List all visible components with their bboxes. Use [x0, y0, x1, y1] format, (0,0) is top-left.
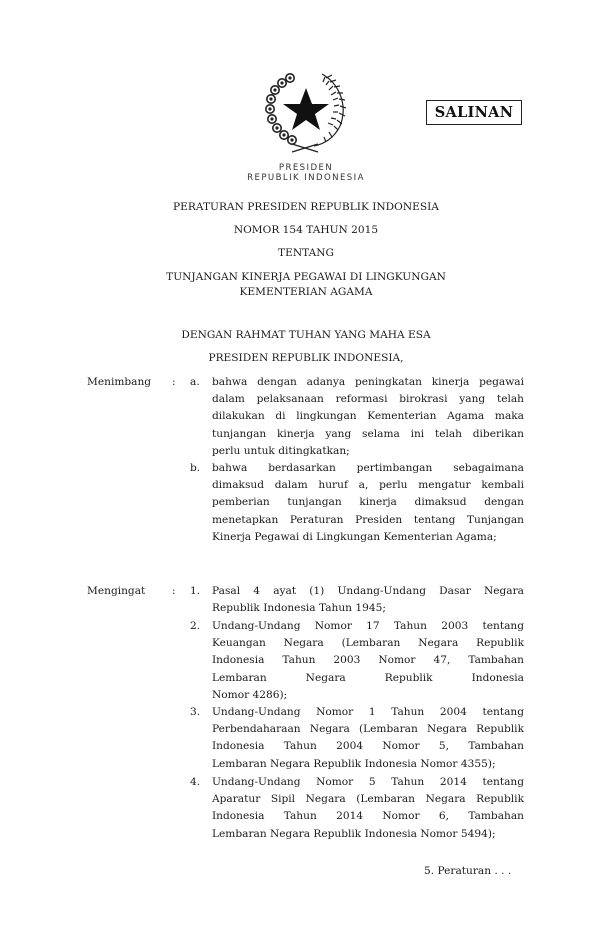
mengingat-item-marker: 2. — [190, 620, 201, 632]
regulation-type: PERATURAN PRESIDEN REPUBLIK INDONESIA — [173, 201, 439, 213]
text-line: tunjangan kinerja yang selama ini telah diberikan — [212, 427, 524, 440]
text-line: Indonesia Tahun 2014 Nomor 6, Tambahan — [212, 810, 524, 823]
text-line: Keuangan Negara (Lembaran Negara Republik — [212, 637, 524, 650]
text-line: bahwa berdasarkan pertimbangan sebagaimana — [212, 462, 524, 474]
president-label: PRESIDEN — [278, 163, 334, 173]
text-line: Lembaran Negara Republik Indonesia Nomor 4355); — [212, 757, 496, 770]
republic-label: REPUBLIK INDONESIA — [247, 173, 365, 183]
menimbang-item-text — [212, 460, 524, 546]
mengingat-item-text — [212, 704, 524, 773]
presidential-seal-star-icon — [262, 66, 350, 156]
text-line: Aparatur Sipil Negara (Lembaran Negara Republik — [212, 793, 524, 806]
preamble-line1: DENGAN RAHMAT TUHAN YANG MAHA ESA — [181, 329, 431, 341]
regulation-subject-line1: TUNJANGAN KINERJA PEGAWAI DI LINGKUNGAN — [166, 271, 446, 283]
text-line: Indonesia Tahun 2004 Nomor 5, Tambahan — [212, 740, 524, 753]
text-line: Undang-Undang Nomor 17 Tahun 2003 tentang — [212, 620, 524, 632]
text-line: Lembaran Negara Republik Indonesia Nomor 5494); — [212, 827, 496, 840]
text-line: dilakukan di lingkungan Kementerian Agama maka — [212, 410, 524, 423]
salinan-stamp: SALINAN — [426, 100, 522, 125]
text-line: bahwa dengan adanya peningkatan kinerja pegawai — [212, 376, 524, 388]
text-line: Lembaran Negara Republik Indonesia — [212, 671, 524, 684]
mengingat-label: Mengingat — [87, 585, 146, 597]
page-continuation: 5. Peraturan . . . — [424, 865, 512, 877]
mengingat-item-marker: 4. — [190, 776, 201, 788]
text-line: Undang-Undang Nomor 5 Tahun 2014 tentang — [212, 776, 524, 788]
mengingat-item-text — [212, 618, 524, 704]
mengingat-item-marker: 3. — [190, 706, 201, 718]
menimbang-item-marker: a. — [190, 376, 200, 388]
text-line: Indonesia Tahun 2003 Nomor 47, Tambahan — [212, 654, 524, 667]
text-line: Kinerja Pegawai di Lingkungan Kementerian Agama; — [212, 530, 497, 543]
menimbang-item-text — [212, 374, 524, 460]
text-line: perlu untuk ditingkatkan; — [212, 444, 350, 457]
text-line: dimaksud dalam huruf a, perlu mengatur kembali — [212, 479, 524, 492]
mengingat-item-text — [212, 774, 524, 843]
menimbang-item-marker: b. — [190, 462, 201, 474]
text-line: dalam pelaksanaan reformasi birokrasi yang telah — [212, 393, 524, 406]
regulation-subject-line2: KEMENTERIAN AGAMA — [239, 286, 373, 298]
text-line: Undang-Undang Nomor 1 Tahun 2004 tentang — [212, 706, 524, 718]
regulation-number: NOMOR 154 TAHUN 2015 — [233, 224, 379, 236]
preamble-line2: PRESIDEN REPUBLIK INDONESIA, — [208, 352, 404, 364]
text-line: Perbendaharaan Negara (Lembaran Negara Republik — [212, 723, 524, 736]
text-line: Nomor 4286); — [212, 688, 288, 701]
mengingat-item-marker: 1. — [190, 585, 201, 597]
text-line: Pasal 4 ayat (1) Undang-Undang Dasar Negara — [212, 585, 524, 597]
regulation-tentang: TENTANG — [278, 247, 334, 259]
text-line: Republik Indonesia Tahun 1945; — [212, 602, 386, 615]
text-line: menetapkan Peraturan Presiden tentang Tunjangan — [212, 513, 524, 526]
text-line: pemberian tunjangan kinerja dimaksud dengan — [212, 496, 524, 509]
menimbang-colon: : — [172, 376, 176, 388]
mengingat-item-text — [212, 583, 524, 617]
menimbang-label: Menimbang — [87, 376, 152, 388]
mengingat-colon: : — [172, 585, 176, 597]
